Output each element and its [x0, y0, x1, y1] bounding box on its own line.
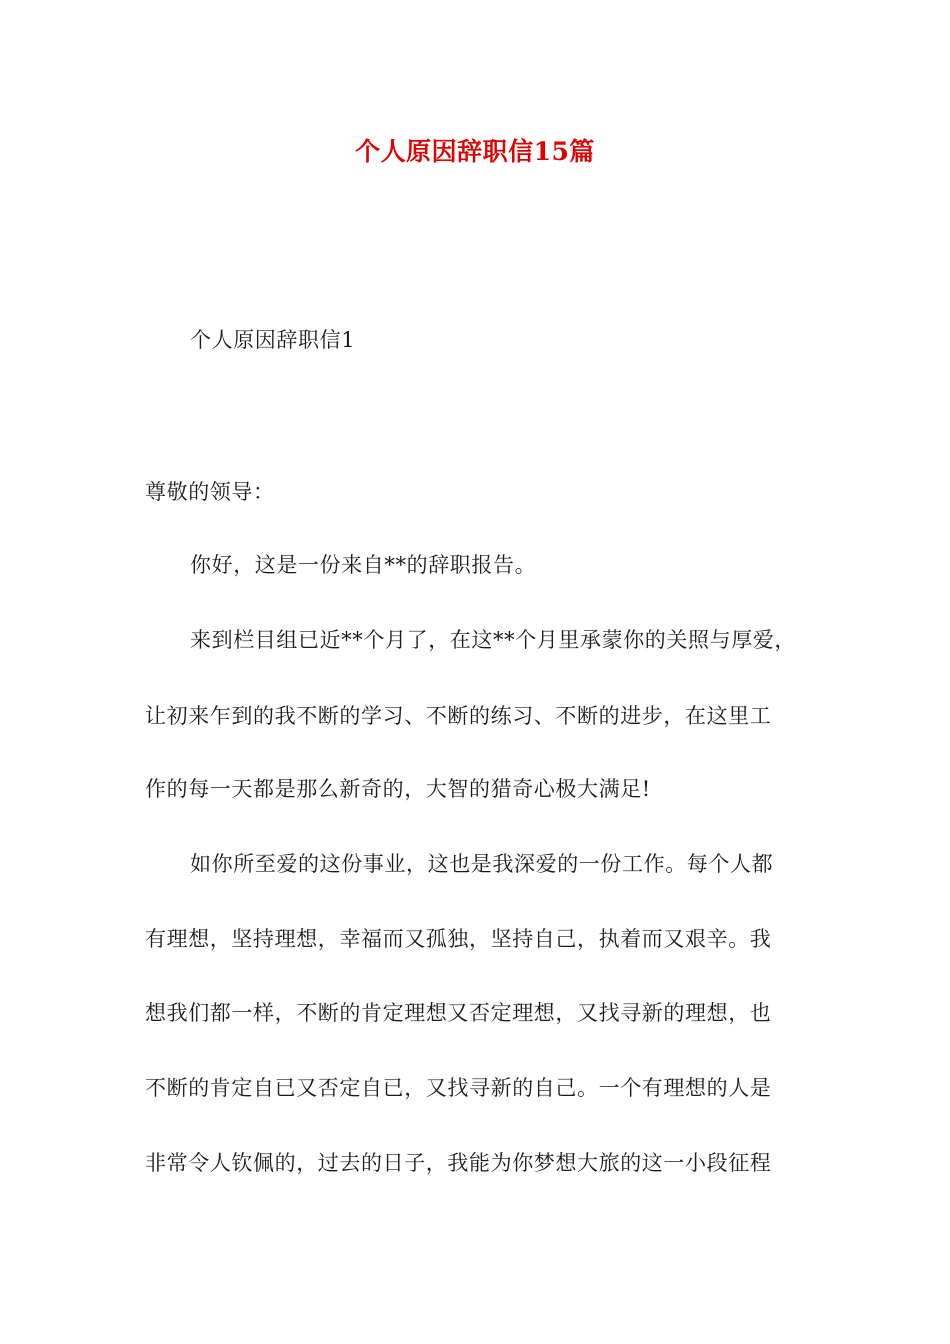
body-line-3: 让初来乍到的我不断的学习、不断的练习、不断的进步，在这里工: [145, 704, 772, 728]
salutation: 尊敬的领导：: [145, 480, 275, 504]
section-heading: 个人原因辞职信1: [190, 328, 356, 352]
body-line-6: 有理想，坚持理想，幸福而又孤独，坚持自己，执着而又艰辛。我: [145, 927, 772, 951]
body-line-9: 非常令人钦佩的，过去的日子，我能为你梦想大旅的这一小段征程: [145, 1151, 772, 1175]
body-line-4: 作的每一天都是那么新奇的，大智的猎奇心极大满足!: [145, 777, 651, 801]
body-line-7: 想我们都一样，不断的肯定理想又否定理想，又找寻新的理想，也: [145, 1001, 772, 1025]
body-line-2: 来到栏目组已近**个月了，在这**个月里承蒙你的关照与厚爱，: [190, 628, 796, 652]
body-line-8: 不断的肯定自已又否定自已，又找寻新的自己。一个有理想的人是: [145, 1076, 772, 1100]
body-line-1: 你好，这是一份来自**的辞职报告。: [190, 553, 537, 577]
document-title: 个人原因辞职信15篇: [355, 137, 595, 166]
body-line-5: 如你所至爱的这份事业，这也是我深爱的一份工作。每个人都: [190, 852, 774, 876]
